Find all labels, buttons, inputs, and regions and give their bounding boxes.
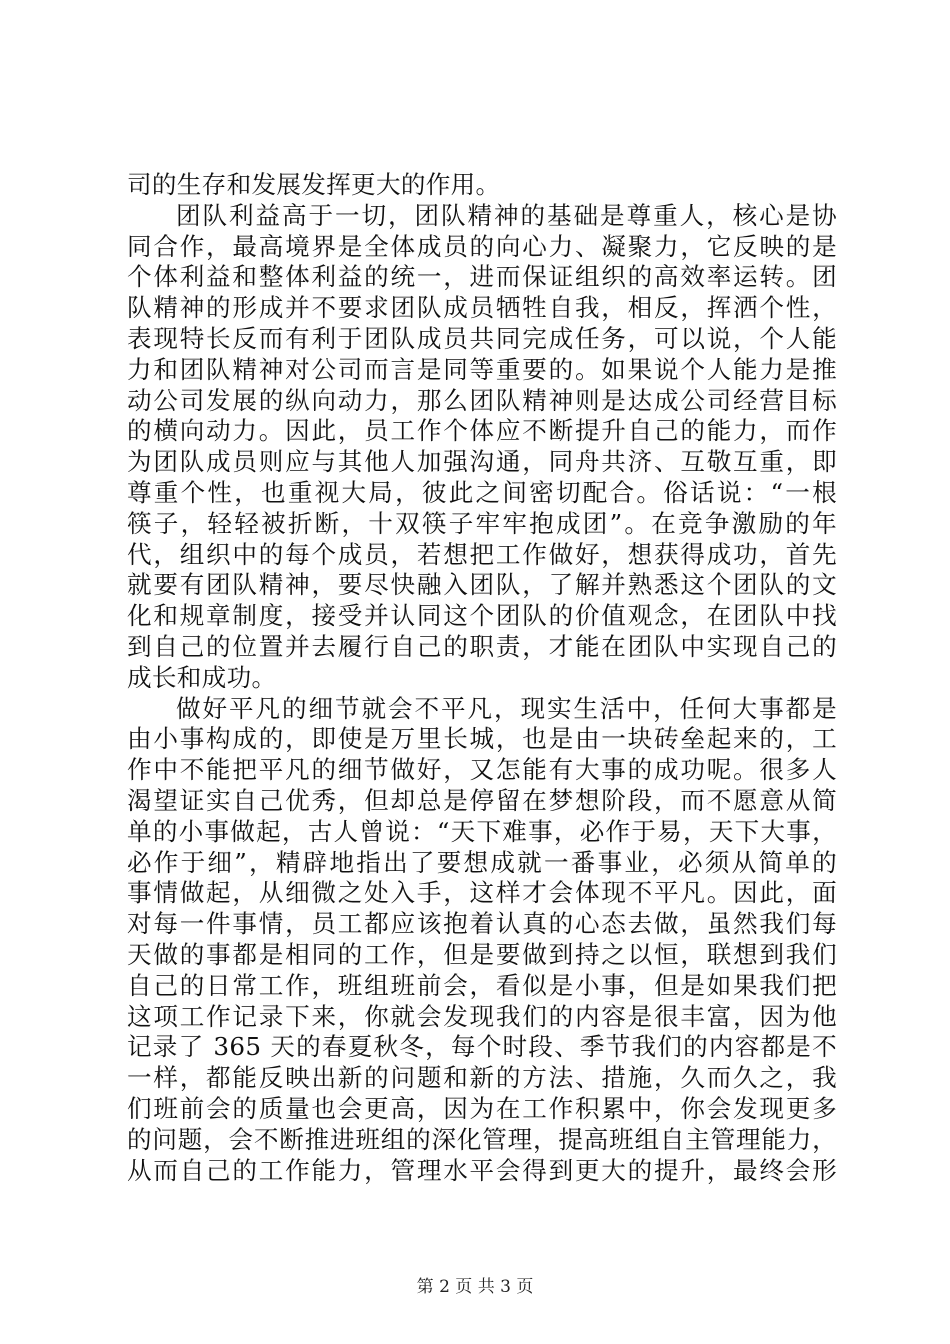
text-line: 渴望证实自己优秀，但却总是停留在梦想阶段，而不愿意从简 (127, 785, 837, 815)
text-line: 做好平凡的细节就会不平凡，现实生活中，任何大事都是 (176, 693, 837, 723)
text-line: 必作于细”，精辟地指出了要想成就一番事业，必须从简单的 (127, 847, 837, 877)
text-line: 们班前会的质量也会更高，因为在工作积累中，你会发现更多 (127, 1093, 837, 1123)
text-line: 就要有团队精神，要尽快融入团队，了解并熟悉这个团队的文 (127, 570, 837, 600)
text-line: 作中不能把平凡的细节做好，又怎能有大事的成功呢。很多人 (127, 755, 837, 785)
text-line: 对每一件事情，员工都应该抱着认真的心态去做，虽然我们每 (127, 909, 837, 939)
text-line: 自己的日常工作，班组班前会，看似是小事，但是如果我们把 (127, 970, 837, 1000)
text-line: 这项工作记录下来，你就会发现我们的内容是很丰富，因为他 (127, 1001, 837, 1031)
text-line: 动公司发展的纵向动力，那么团队精神则是达成公司经营目标 (127, 385, 837, 415)
text-line: 个体利益和整体利益的统一，进而保证组织的高效率运转。团 (127, 262, 837, 292)
text-line: 由小事构成的，即使是万里长城，也是由一块砖垒起来的，工 (127, 724, 837, 754)
text-line: 记录了 365 天的春夏秋冬，每个时段、季节我们的内容都是不 (127, 1032, 837, 1062)
text-line: 的横向动力。因此，员工作个体应不断提升自己的能力，而作 (127, 416, 837, 446)
text-line: 事情做起，从细微之处入手，这样才会体现不平凡。因此，面 (127, 878, 837, 908)
page-footer: 第 2 页 共 3 页 (416, 1277, 534, 1297)
text-line: 到自己的位置并去履行自己的职责，才能在团队中实现自己的 (127, 631, 837, 661)
text-line: 队精神的形成并不要求团队成员牺牲自我，相反，挥洒个性， (127, 293, 837, 323)
text-line: 尊重个性，也重视大局，彼此之间密切配合。俗话说：“一根 (127, 477, 837, 507)
text-line: 代，组织中的每个成员，若想把工作做好，想获得成功，首先 (127, 539, 837, 569)
text-line: 筷子，轻轻被折断，十双筷子牢牢抱成团”。在竞争激励的年 (127, 508, 837, 538)
text-line: 力和团队精神对公司而言是同等重要的。如果说个人能力是推 (127, 354, 837, 384)
text-line: 成长和成功。 (127, 662, 277, 692)
text-line: 从而自己的工作能力，管理水平会得到更大的提升，最终会形 (127, 1155, 837, 1185)
text-line: 单的小事做起，古人曾说：“天下难事，必作于易，天下大事， (127, 816, 837, 846)
text-line: 表现特长反而有利于团队成员共同完成任务，可以说，个人能 (127, 323, 837, 353)
text-line: 天做的事都是相同的工作，但是要做到持之以恒，联想到我们 (127, 939, 837, 969)
text-line: 为团队成员则应与其他人加强沟通，同舟共济、互敬互重，即 (127, 447, 837, 477)
text-line: 司的生存和发展发挥更大的作用。 (127, 170, 501, 199)
text-line: 化和规章制度，接受并认同这个团队的价值观念，在团队中找 (127, 601, 837, 631)
text-line: 一样，都能反映出新的问题和新的方法、措施，久而久之，我 (127, 1063, 837, 1093)
document-body (127, 170, 837, 1186)
text-line: 同合作，最高境界是全体成员的向心力、凝聚力，它反映的是 (127, 231, 837, 261)
text-line: 的问题，会不断推进班组的深化管理，提高班组自主管理能力， (127, 1124, 837, 1154)
text-line: 团队利益高于一切，团队精神的基础是尊重人，核心是协 (176, 200, 837, 230)
